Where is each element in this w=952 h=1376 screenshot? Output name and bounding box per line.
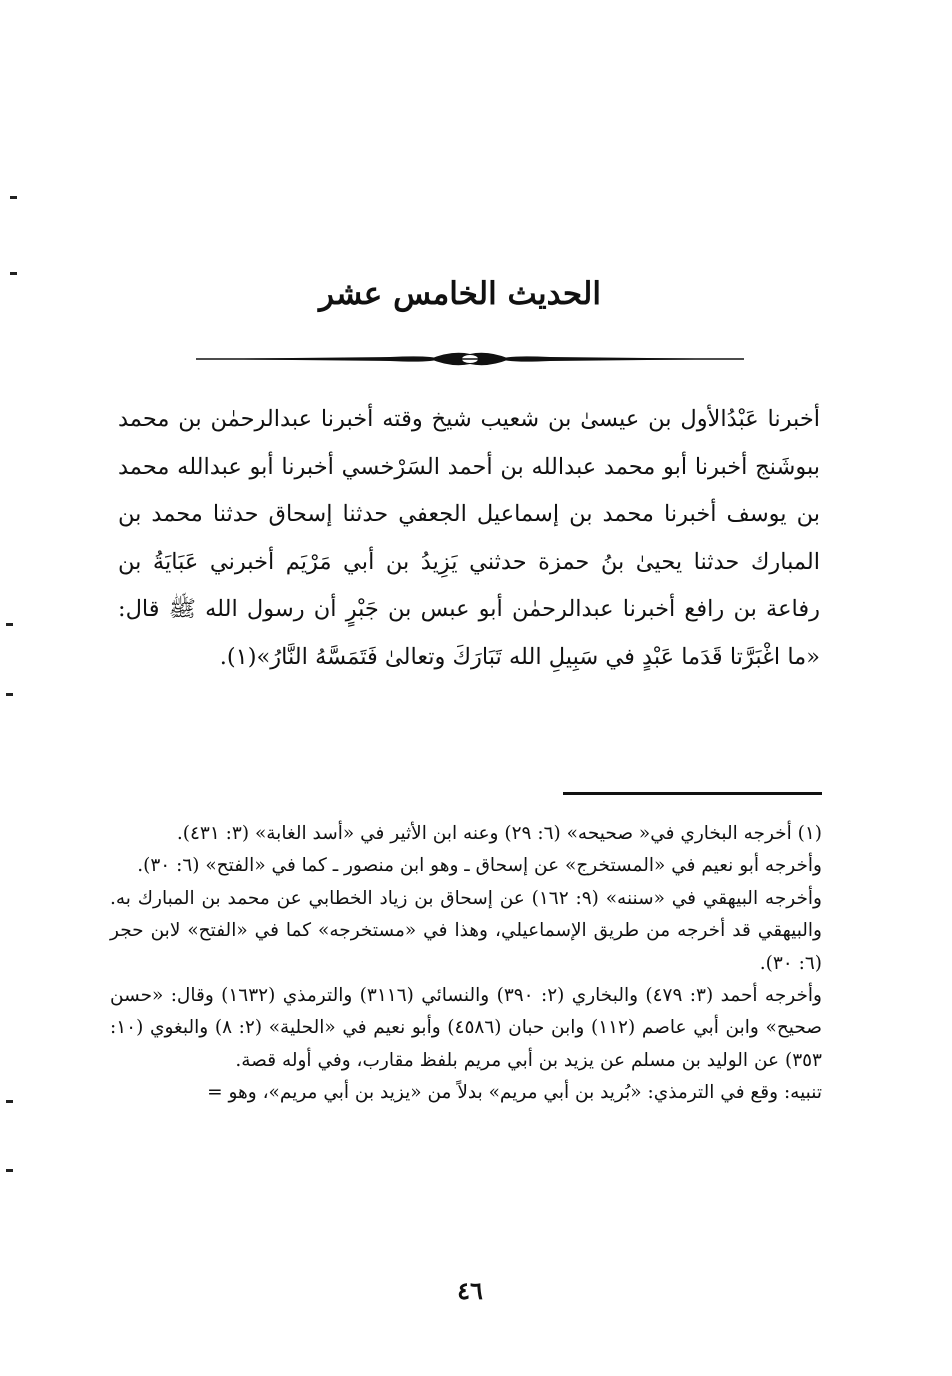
scan-mark <box>6 1100 13 1103</box>
footnote-1-note: تنبيه: وقع في الترمذي: «بُريد بن أبي مريم» بدلاً من «يزيد بن أبي مريم»، وهو = <box>207 1082 822 1104</box>
hadith-text: أخبرنا عَبْدُالأول بن عيسىٰ بن شعيب شيخ وقته أخبرنا عبدالرحمٰن بن محمد ببوشَنج أخبرنا أبو محمد عبدالله بن أحمد السَرْخسي أخبرنا أبو عبدالله محمد بن يوسف أخبرنا محمد بن إسماعيل الجعفي حدثنا إسحاق حدثنا محمد بن المبارك حدثنا يحيىٰ بنُ حمزة حدثني يَزِيدُ بن أبي مَرْيَم أخبرني عَبَايَةُ بن رفاعة بن رافع أخبرنا عبدالرحمٰن أبو عبس بن جَبْرٍ أن رسول الله ﷺ قال: «ما اغْبَرَّتا قَدَما عَبْدٍ في سَبِيلِ الله تَبَارَكَ وتعالىٰ فَتَمَسَّهُ النَّارُ»(١). <box>118 406 820 670</box>
scan-mark <box>10 196 17 199</box>
scan-mark <box>6 623 13 626</box>
scan-mark <box>6 1169 13 1172</box>
footnote-separator <box>563 792 822 795</box>
scan-mark <box>6 693 13 696</box>
footnotes <box>110 818 822 1110</box>
ornamental-divider <box>190 346 750 372</box>
footnote-1: (١) أخرجه البخاري في« صحيحه» (٦: ٢٩) وعنه ابن الأثير في «أسد الغابة» (٣: ٤٣١). <box>176 823 822 844</box>
footnote-1-bayhaqi: وأخرجه البيهقي في «سننه» (٩: ١٦٢) عن إسحاق بن زياد الخطابي عن محمد بن المبارك به. والبيهقي قد أخرجه من طريق الإسماعيلي، وهذا في «مستخرجه» كما في «الفتح» لابن حجر (٦: ٣٠). <box>110 887 822 974</box>
hadith-body <box>118 396 820 681</box>
footnote-1-abu-nuaym: وأخرجه أبو نعيم في «المستخرج» عن إسحاق ـ وهو ابن منصور ـ كما في «الفتح» (٦: ٣٠). <box>137 855 822 877</box>
page-title: الحديث الخامس عشر <box>319 276 601 312</box>
scan-mark <box>10 272 17 275</box>
page-number: ٤٦ <box>457 1276 483 1305</box>
footnote-1-ahmad: وأخرجه أحمد (٣: ٤٧٩) والبخاري (٢: ٣٩٠) والنسائي (٣١١٦) والترمذي (١٦٣٢) وقال: «حسن صحيح» وابن أبي عاصم (١١٢) وابن حبان (٤٥٨٦) وأبو نعيم في «الحلية» (٢: ٨) والبغوي (١٠: ٣٥٣) عن الوليد بن مسلم عن يزيد بن أبي مريم بلفظ مقارب، وفي أوله قصة. <box>110 985 822 1071</box>
